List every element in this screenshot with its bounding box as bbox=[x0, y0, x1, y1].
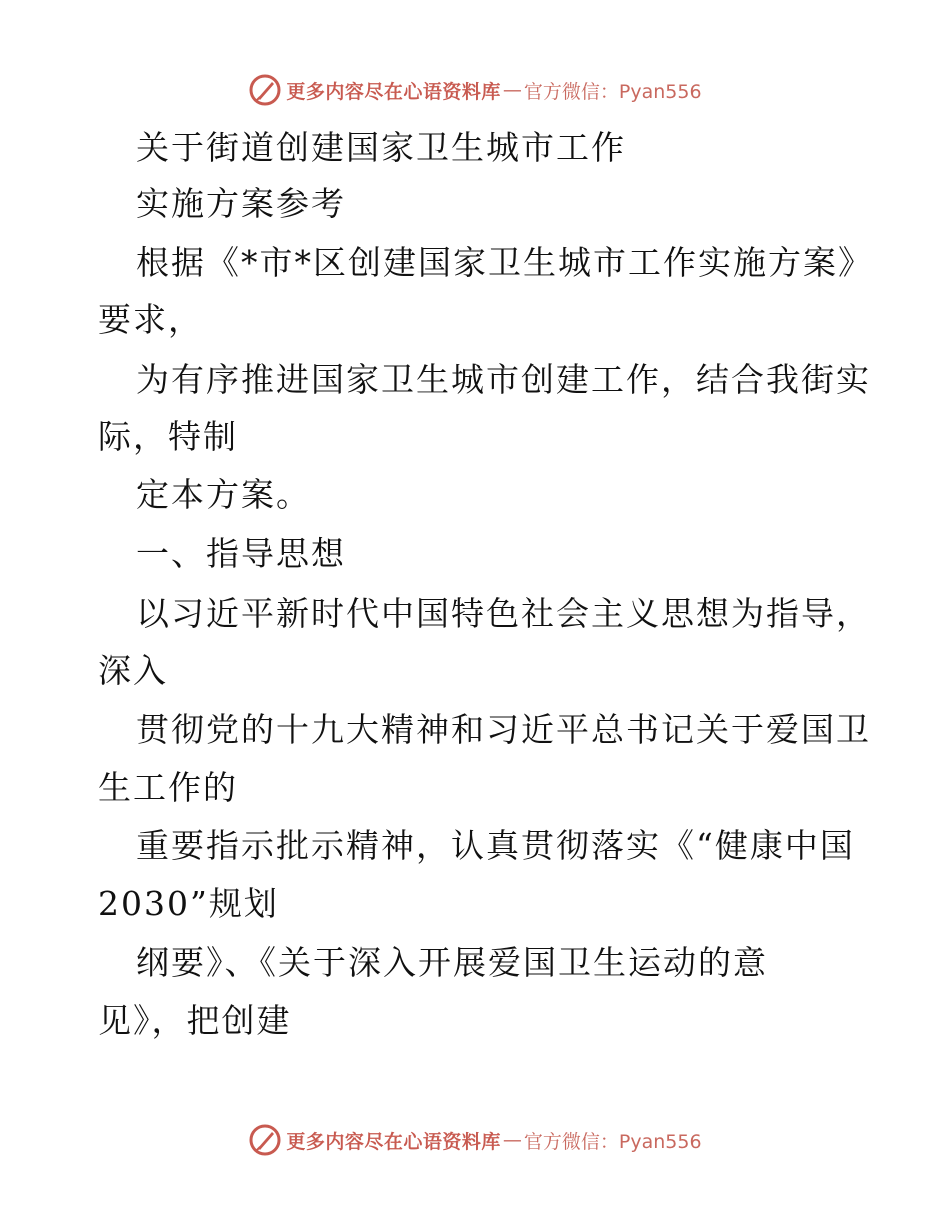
watermark-wechat-text: 官方微信：Pyan556 bbox=[523, 80, 702, 103]
doc-paragraph-line: 要求， bbox=[98, 300, 203, 339]
watermark-main-text: 更多内容尽在心语资料库 bbox=[286, 1130, 501, 1153]
doc-section-heading: 一、指导思想 bbox=[136, 534, 346, 573]
quill-logo-icon bbox=[248, 73, 282, 107]
watermark-dash: — bbox=[502, 1129, 522, 1151]
doc-paragraph-line: 为有序推进国家卫生城市创建工作，结合我街实 bbox=[136, 360, 871, 399]
doc-paragraph-line: 定本方案。 bbox=[136, 475, 311, 514]
watermark-header bbox=[0, 70, 950, 110]
doc-paragraph-line: 重要指示批示精神，认真贯彻落实《“健康中国 bbox=[136, 826, 855, 865]
doc-paragraph-line: 生工作的 bbox=[98, 768, 238, 807]
quill-logo-icon bbox=[248, 1123, 282, 1157]
watermark-dash: — bbox=[502, 79, 522, 101]
doc-paragraph-line: 2030”规划 bbox=[98, 884, 279, 923]
doc-paragraph-line: 际，特制 bbox=[98, 417, 238, 456]
doc-paragraph-line: 贯彻党的十九大精神和习近平总书记关于爱国卫 bbox=[136, 710, 871, 749]
doc-title-line-1: 关于街道创建国家卫生城市工作 bbox=[136, 128, 626, 167]
watermark-main-text: 更多内容尽在心语资料库 bbox=[286, 80, 501, 103]
doc-paragraph-line: 以习近平新时代中国特色社会主义思想为指导， bbox=[136, 594, 871, 633]
doc-paragraph-line: 见》，把创建 bbox=[98, 1001, 292, 1040]
watermark-footer bbox=[0, 1120, 950, 1160]
doc-paragraph-line: 根据《*市*区创建国家卫生城市工作实施方案》 bbox=[136, 243, 873, 282]
doc-paragraph-line: 纲要》、《关于深入开展爱国卫生运动的意 bbox=[136, 943, 768, 982]
doc-title-line-2: 实施方案参考 bbox=[136, 184, 346, 223]
watermark-wechat-text: 官方微信：Pyan556 bbox=[523, 1130, 702, 1153]
doc-paragraph-line: 深入 bbox=[98, 651, 168, 690]
